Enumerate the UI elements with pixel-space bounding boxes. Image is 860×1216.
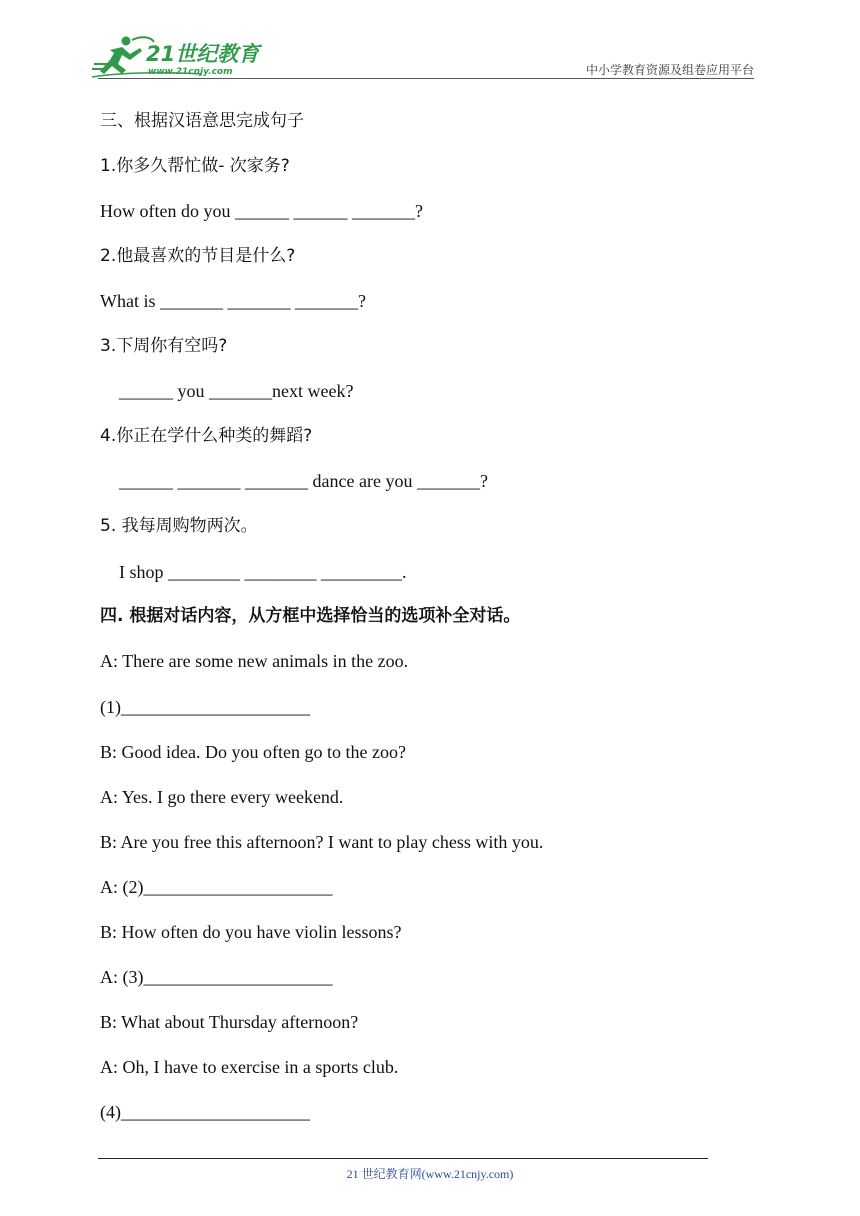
dialogue-line: B: Good idea. Do you often go to the zoo? (100, 742, 406, 762)
dialogue-line: A: (2)_____________________ (100, 877, 333, 897)
dialogue-line: A: There are some new animals in the zoo. (100, 651, 409, 671)
svg-text:www.21cnjy.com: www.21cnjy.com (148, 67, 233, 77)
dialogue-line: A: Oh, I have to exercise in a sports club. (100, 1057, 399, 1077)
header-divider (98, 78, 754, 79)
dialogue-line: B: How often do you have violin lessons? (100, 922, 402, 942)
footer-divider (98, 1158, 708, 1159)
footer-text: 21 世纪教育网(www.21cnjy.com) (346, 1167, 514, 1181)
dialogue-line: B: What about Thursday afternoon? (100, 1012, 359, 1032)
item4-chinese: 4.你正在学什么种类的舞蹈? (100, 426, 313, 446)
dialogue-line: A: Yes. I go there every weekend. (100, 787, 344, 807)
dialogue-line: (1)_____________________ (100, 697, 310, 717)
dialogue-line: A: (3)_____________________ (100, 967, 333, 987)
item5-english: I shop ________ ________ _________. (119, 562, 407, 582)
dialogue-line: (4)_____________________ (100, 1102, 310, 1122)
item2-english: What is _______ _______ _______? (100, 291, 366, 311)
item4-english: ______ _______ _______ dance are you _______? (119, 471, 488, 491)
item5-chinese: 5. 我每周购物两次。 (100, 516, 258, 536)
svg-text:21世纪教育: 21世纪教育 (146, 42, 260, 66)
item1-chinese: 1.你多久帮忙做- 次家务? (100, 156, 290, 176)
section4-title: 四. 根据对话内容，从方框中选择恰当的选项补全对话。 (100, 606, 521, 626)
header-platform-text: 中小学教育资源及组卷应用平台 (585, 63, 754, 77)
item2-chinese: 2.他最喜欢的节目是什么? (100, 246, 296, 266)
site-logo (92, 34, 262, 80)
section3-title: 三、根据汉语意思完成句子 (100, 111, 304, 131)
item3-chinese: 3.下周你有空吗? (100, 336, 228, 356)
dialogue-line: B: Are you free this afternoon? I want to play chess with you. (100, 832, 544, 852)
item1-english: How often do you ______ ______ _______? (100, 201, 423, 221)
item3-english: ______ you _______next week? (119, 381, 354, 401)
